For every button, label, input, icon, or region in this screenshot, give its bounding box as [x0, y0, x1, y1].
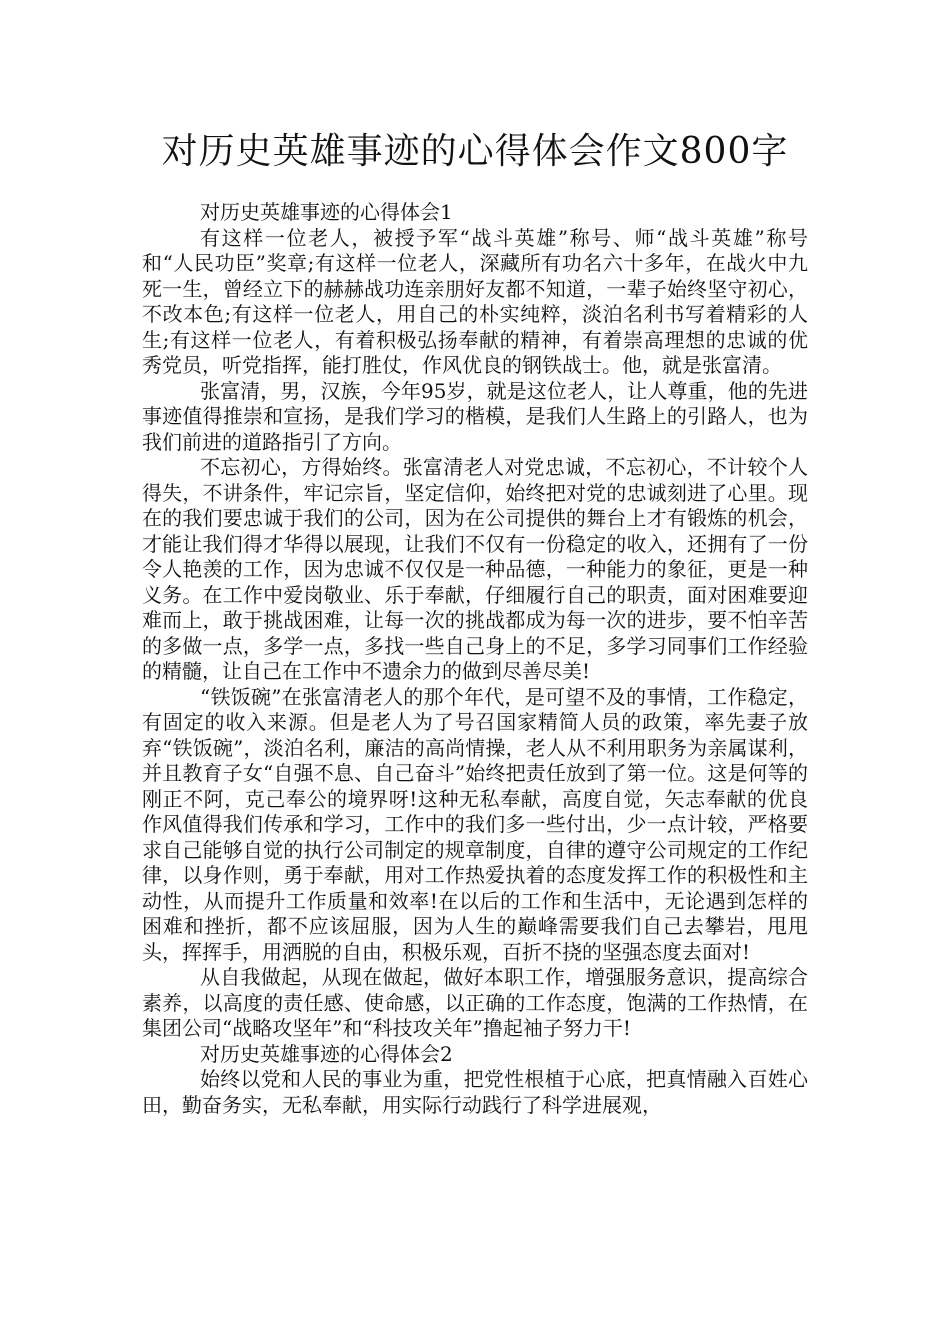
- section-heading: 对历史英雄事迹的心得体会2: [200, 1041, 453, 1066]
- section-1: [142, 200, 808, 1042]
- document-title: 对历史英雄事迹的心得体会作文800字: [161, 131, 789, 172]
- section-2: [142, 1042, 808, 1119]
- paragraph: 始终以党和人民的事业为重，把党性根植于心底，把真情融入百姓心田，勤奋务实，无私奉献，用实际行动践行了科学进展观，: [142, 1067, 808, 1117]
- section-heading: 对历史英雄事迹的心得体会1: [200, 200, 453, 224]
- paragraph: 张富清，男，汉族，今年95岁，就是这位老人，让人尊重，他的先进事迹值得推崇和宣扬，是我们学习的楷模，是我们人生路上的引路人，也为我们前进的道路指引了方向。: [142, 378, 808, 454]
- paragraph: “铁饭碗”在张富清老人的那个年代，是可望不及的事情，工作稳定，有固定的收入来源。但是老人为了号召国家精简人员的政策，率先妻子放弃“铁饭碗”，淡泊名利，廉洁的高尚情操，老人从不利用职务为亲属谋利，并且教育子女“自强不息、自己奋斗”始终把责任放到了第一位。这是何等的刚正不阿，克己奉公的境界呀!这种无私奉献，高度自觉，矢志奉献的优良作风值得我们传承和学习，工作中的我们多一些付出，少一点计较，严格要求自己能够自觉的执行公司制定的规章制度，自律的遵守公司规定的工作纪律，以身作则，勇于奉献，用对工作热爱执着的态度发挥工作的积极性和主动性，从而提升工作质量和效率!在以后的工作和生活中，无论遇到怎样的困难和挫折，都不应该屈服，因为人生的巅峰需要我们自己去攀岩，甩甩头，挥挥手，用洒脱的自由，积极乐观，百折不挠的坚强态度去面对!: [142, 684, 808, 964]
- paragraph: 有这样一位老人，被授予军“战斗英雄”称号、师“战斗英雄”称号和“人民功臣”奖章;有这样一位老人，深藏所有功名六十多年，在战火中九死一生，曾经立下的赫赫战功连亲朋好友都不知道，一辈子始终坚守初心，不改本色;有这样一位老人，用自己的朴实纯粹，淡泊名利书写着精彩的人生;有这样一位老人，有着积极弘扬奉献的精神，有着崇高理想的忠诚的优秀党员，听党指挥，能打胜仗，作风优良的钢铁战士。他，就是张富清。: [142, 225, 808, 377]
- document-body: [142, 200, 808, 1118]
- paragraph: 从自我做起，从现在做起，做好本职工作，增强服务意识，提高综合素养，以高度的责任感、使命感，以正确的工作态度，饱满的工作热情，在集团公司“战略攻坚年”和“科技攻关年”撸起袖子努力干!: [142, 965, 808, 1040]
- paragraph: 不忘初心，方得始终。张富清老人对党忠诚，不忘初心，不计较个人得失，不讲条件，牢记宗旨，坚定信仰，始终把对党的忠诚刻进了心里。现在的我们要忠诚于我们的公司，因为在公司提供的舞台上才有锻炼的机会，才能让我们得才华得以展现，让我们不仅有一份稳定的收入，还拥有了一份令人艳羡的工作，因为忠诚不仅仅是一种品德，一种能力的象征，更是一种义务。在工作中爱岗敬业、乐于奉献，仔细履行自己的职责，面对困难要迎难而上，敢于挑战困难，让每一次的挑战都成为每一次的进步，要不怕辛苦的多做一点，多学一点，多找一些自己身上的不足，多学习同事们工作经验的精髓，让自己在工作中不遗余力的做到尽善尽美!: [142, 455, 808, 683]
